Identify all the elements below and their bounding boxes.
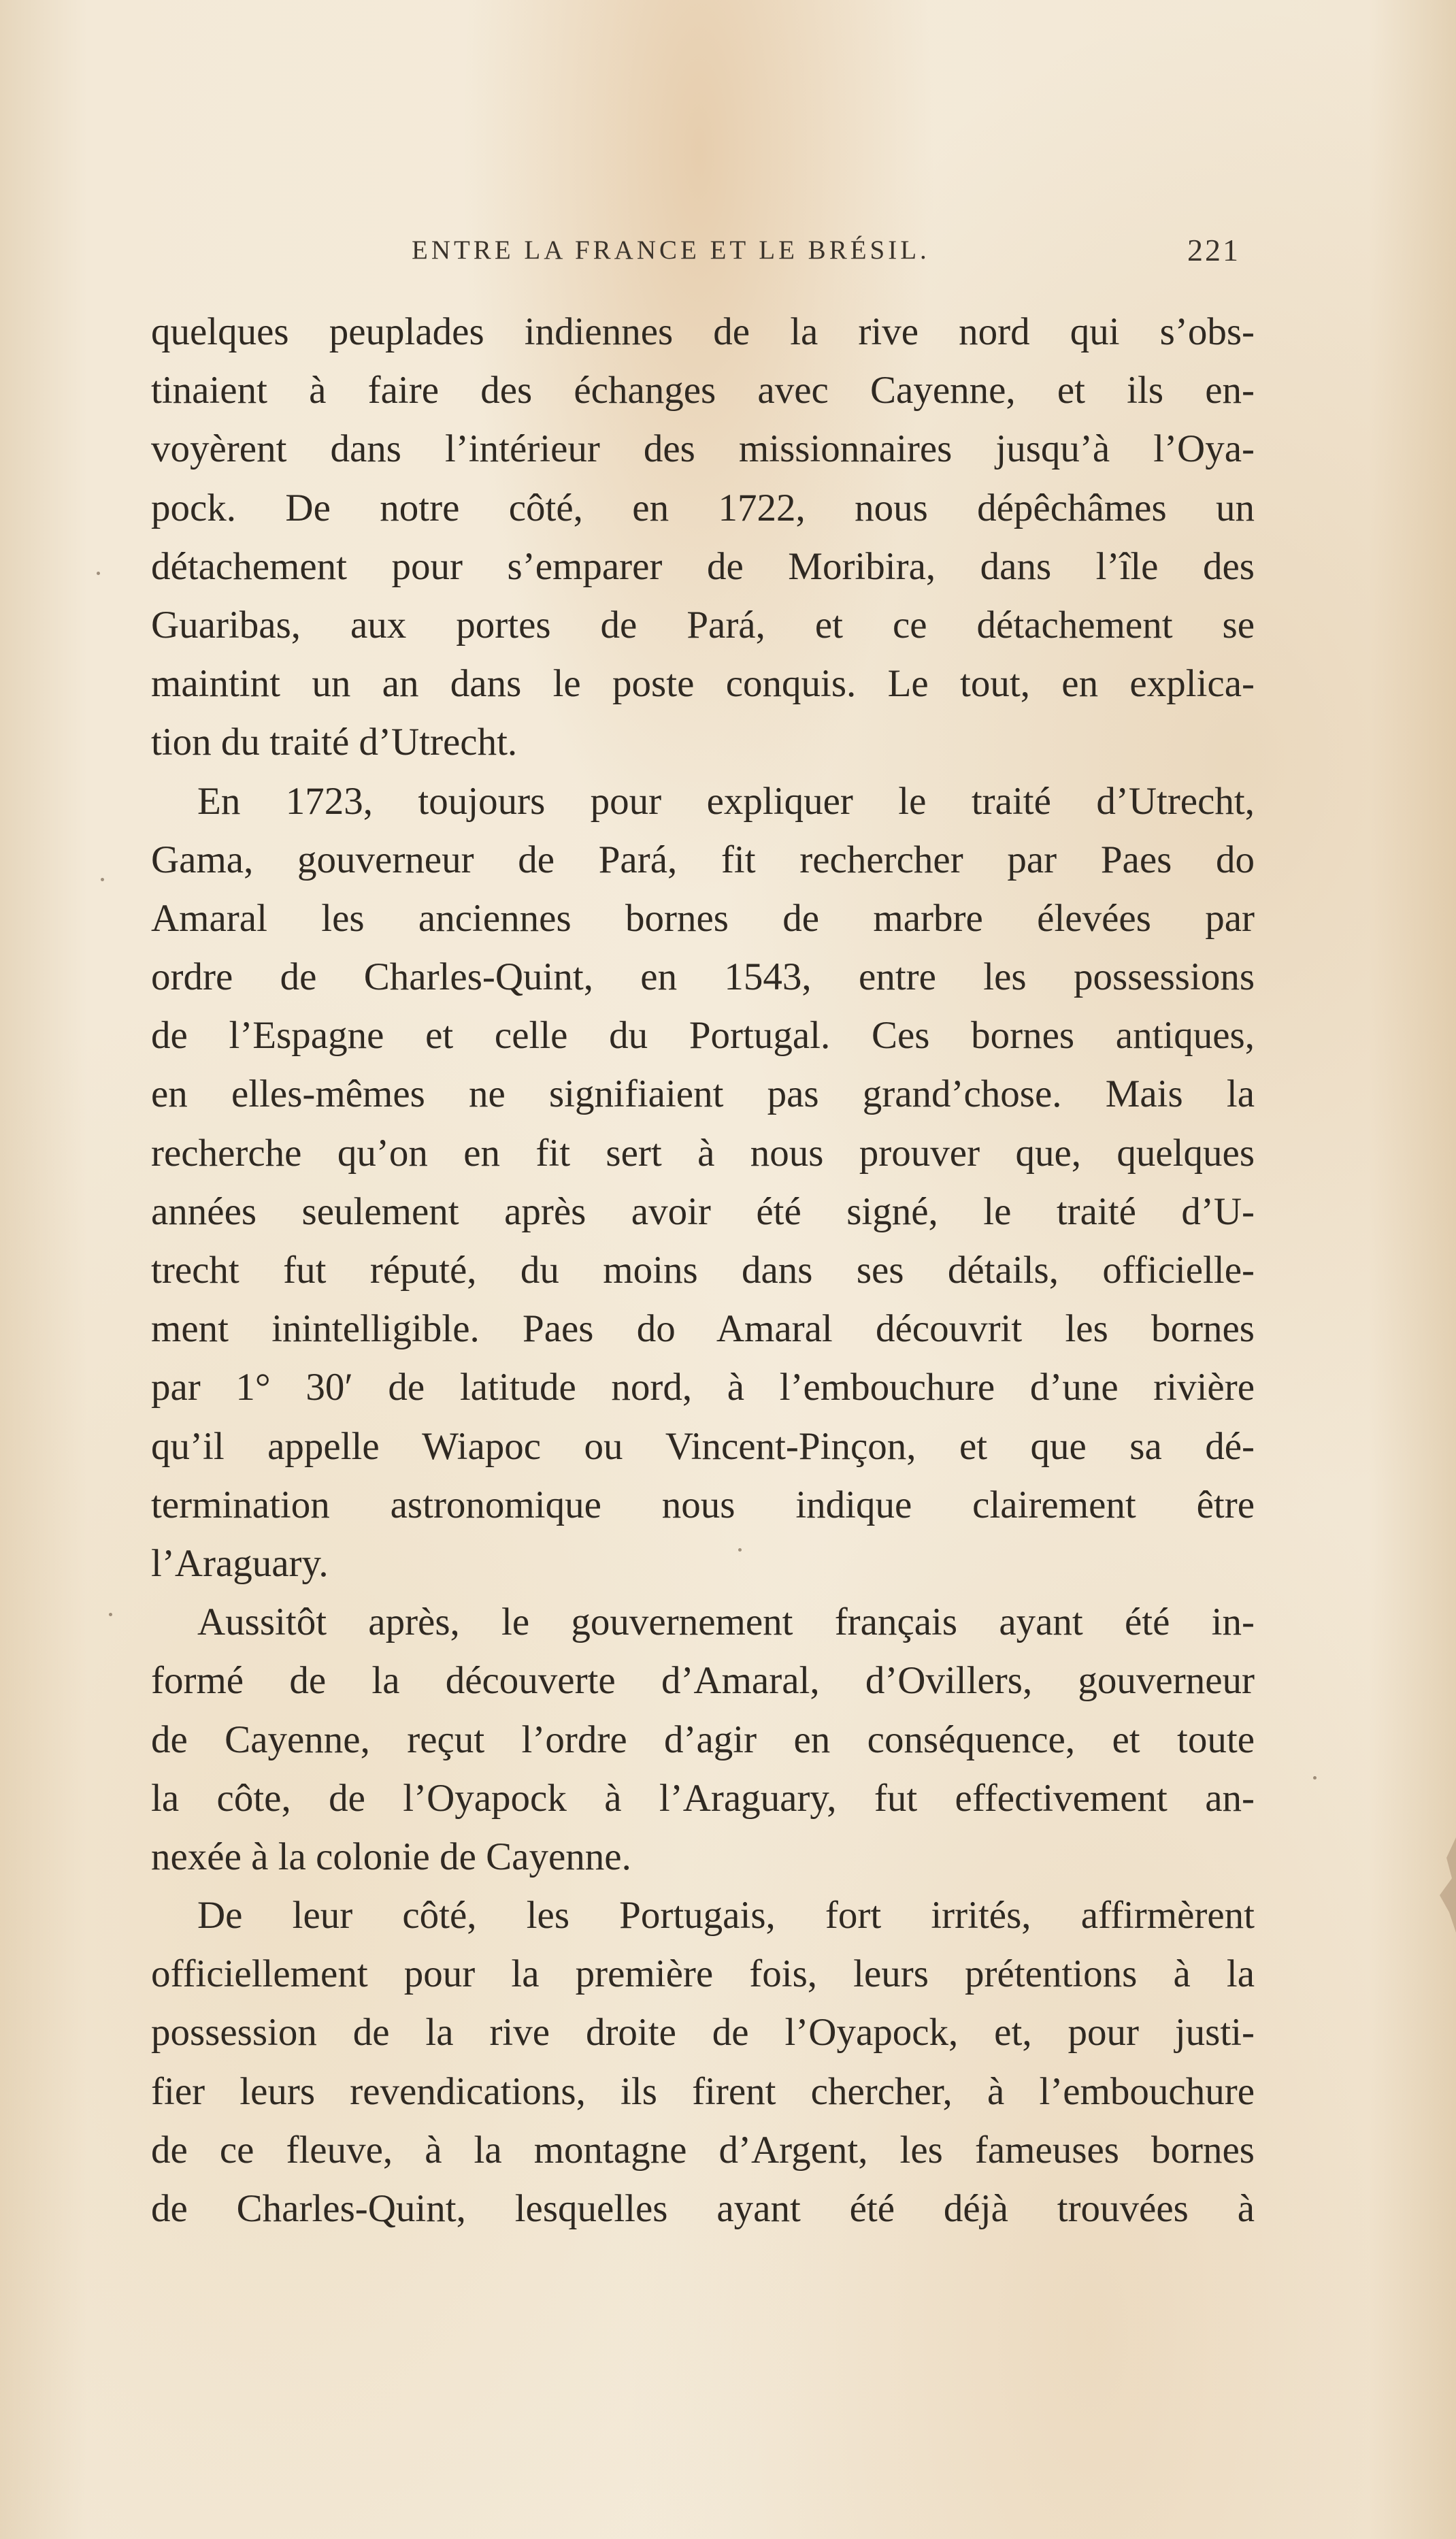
running-head bbox=[0, 235, 1456, 276]
paper-speck bbox=[109, 1613, 112, 1616]
page-number: 221 bbox=[1187, 233, 1240, 267]
text-line: formé de la découverte d’Amaral, d’Ovillers, gouverneur bbox=[151, 1659, 1255, 1703]
text-line: fier leurs revendications, ils firent chercher, à l’embouchure bbox=[151, 2069, 1255, 2113]
text-line: détachement pour s’emparer de Moribira, dans l’île des bbox=[151, 544, 1255, 588]
paper-speck bbox=[738, 1548, 742, 1552]
text-line: recherche qu’on en fit sert à nous prouver que, quelques bbox=[151, 1131, 1255, 1175]
paper-speck bbox=[1313, 1776, 1317, 1780]
page-edge-tear-mark bbox=[1426, 1837, 1456, 1933]
text-line: l’Araguary. bbox=[151, 1541, 329, 1585]
text-line: Gama, gouverneur de Pará, fit rechercher par Paes do bbox=[151, 838, 1255, 881]
text-line: nexée à la colonie de Cayenne. bbox=[151, 1835, 631, 1878]
text-line: De leur côté, les Portugais, fort irrités, affirmèrent bbox=[197, 1894, 1255, 1937]
body-text bbox=[151, 303, 1255, 2238]
text-line: Aussitôt après, le gouvernement français ayant été in- bbox=[197, 1601, 1255, 1644]
paper-speck bbox=[101, 878, 104, 881]
text-line: de ce fleuve, à la montagne d’Argent, les fameuses bornes bbox=[151, 2128, 1255, 2172]
text-line: par 1° 30′ de latitude nord, à l’embouchure d’une rivière bbox=[151, 1366, 1255, 1409]
paper-speck bbox=[97, 572, 100, 575]
text-line: ordre de Charles-Quint, en 1543, entre les possessions bbox=[151, 955, 1255, 999]
text-line: ment inintelligible. Paes do Amaral découvrit les bornes bbox=[151, 1307, 1255, 1351]
text-line: trecht fut réputé, du moins dans ses détails, officielle- bbox=[151, 1249, 1255, 1292]
text-line: tinaient à faire des échanges avec Cayenne, et ils en- bbox=[151, 369, 1255, 412]
text-line: quelques peuplades indiennes de la rive nord qui s’obs- bbox=[151, 310, 1255, 353]
text-line: voyèrent dans l’intérieur des missionnaires jusqu’à l’Oya- bbox=[151, 427, 1255, 471]
text-line: de Cayenne, reçut l’ordre d’agir en conséquence, et toute bbox=[151, 1718, 1255, 1761]
text-line: possession de la rive droite de l’Oyapock, et, pour justi- bbox=[151, 2011, 1255, 2054]
paragraph-4 bbox=[151, 1886, 1255, 2238]
paragraph-2 bbox=[151, 772, 1255, 1594]
paragraph-3 bbox=[151, 1593, 1255, 1886]
text-line: termination astronomique nous indique clairement être bbox=[151, 1483, 1255, 1526]
text-line: de Charles-Quint, lesquelles ayant été déjà trouvées à bbox=[151, 2187, 1255, 2230]
running-title: ENTRE LA FRANCE ET LE BRÉSIL. bbox=[412, 235, 930, 265]
text-line: pock. De notre côté, en 1722, nous dépêchâmes un bbox=[151, 486, 1255, 529]
text-line: tion du traité d’Utrecht. bbox=[151, 721, 518, 764]
text-line: qu’il appelle Wiapoc ou Vincent-Pinçon, et que sa dé- bbox=[151, 1424, 1255, 1468]
text-line: de l’Espagne et celle du Portugal. Ces bornes antiques, bbox=[151, 1014, 1255, 1058]
paragraph-1 bbox=[151, 303, 1255, 772]
text-line: maintint un an dans le poste conquis. Le tout, en explica- bbox=[151, 662, 1255, 706]
text-line: Guaribas, aux portes de Pará, et ce détachement se bbox=[151, 603, 1255, 646]
text-line: la côte, de l’Oyapock à l’Araguary, fut effectivement an- bbox=[151, 1776, 1255, 1820]
text-line: En 1723, toujours pour expliquer le traité d’Utrecht, bbox=[197, 779, 1255, 823]
text-line: années seulement après avoir été signé, le traité d’U- bbox=[151, 1190, 1255, 1233]
text-line: Amaral les anciennes bornes de marbre élevées par bbox=[151, 896, 1255, 940]
text-line: officiellement pour la première fois, leurs prétentions à la bbox=[151, 1952, 1255, 1996]
text-line: en elles-mêmes ne signifiaient pas grand’chose. Mais la bbox=[151, 1072, 1255, 1116]
